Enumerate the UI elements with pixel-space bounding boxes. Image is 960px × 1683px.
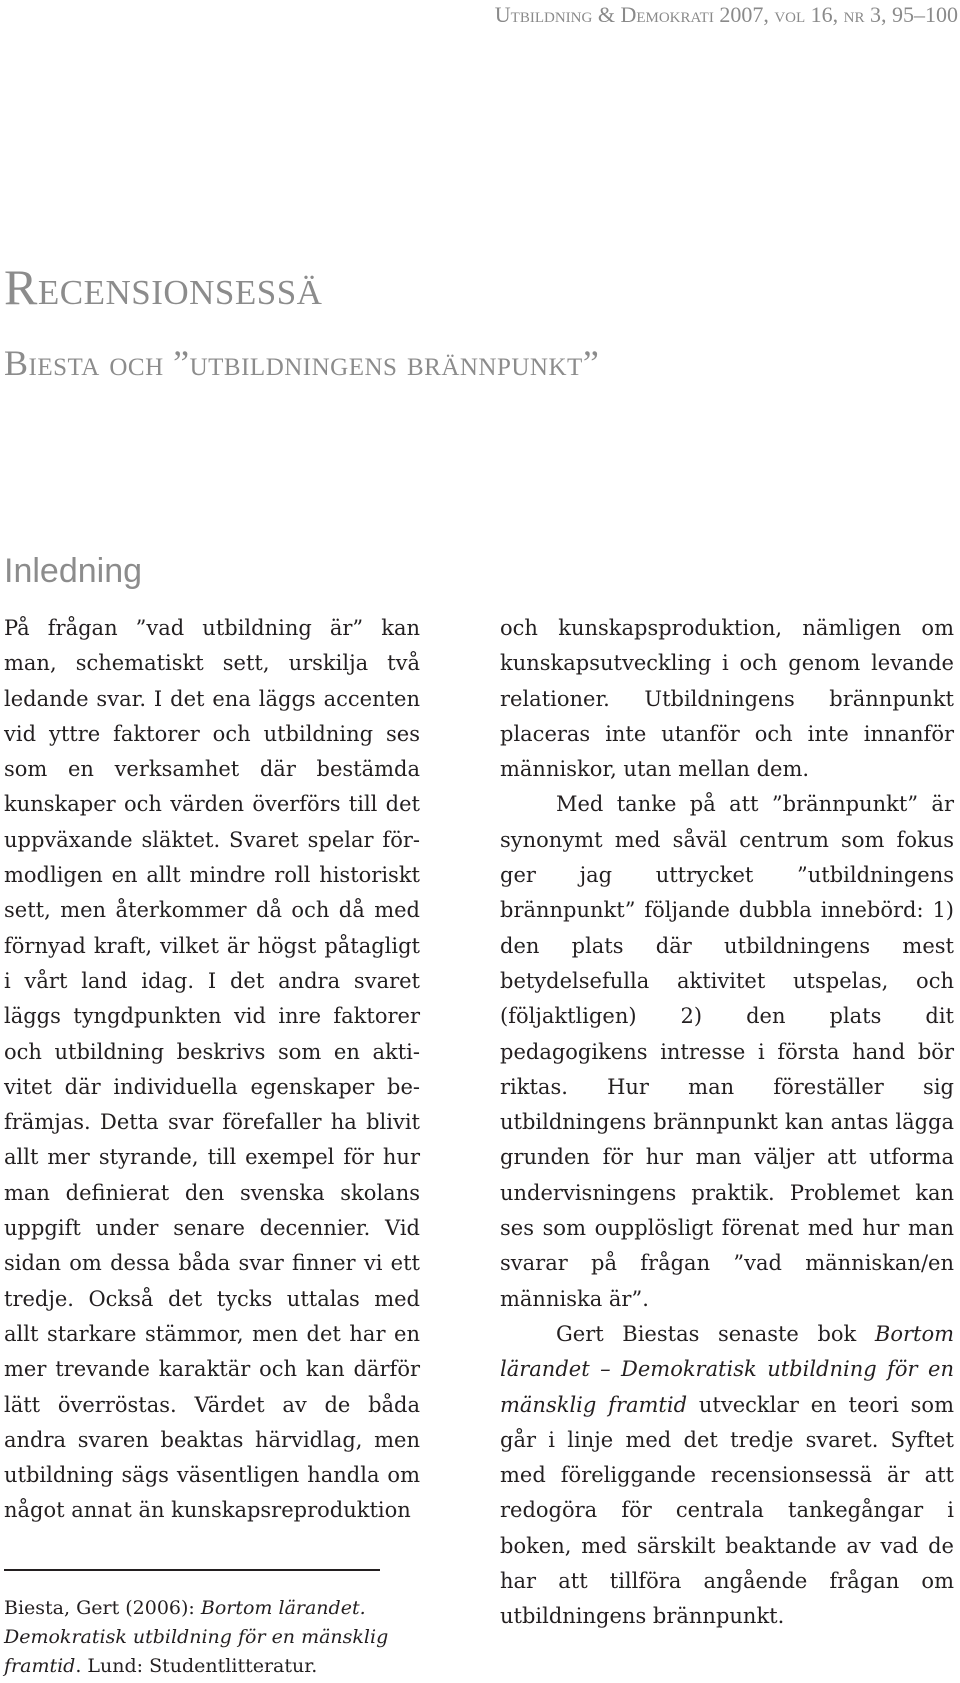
right-column-paragraph-3 [500, 1317, 954, 1635]
footnote-rule [4, 1569, 380, 1571]
footnote-book-title: Bortom lärandet. Demokratisk utbildning för en mänsklig framtid [4, 1597, 389, 1677]
paragraph-3-lead: Gert Biestas senaste bok [556, 1321, 875, 1346]
article-subtitle: Biesta och ”utbildningens brännpunkt” [4, 343, 600, 383]
right-column [500, 611, 954, 1635]
right-column-paragraph-2: Med tanke på att ”brännpunkt” är synonymt med såväl centrum som fokus ger jag uttrycket ”utbildningens brännpunkt” följande dubbla innebörd: 1) den plats där utbildningens mest betydelsefulla aktivitet utspelas, och (följaktligen) 2) den plats dit pedagogikens intresse i första hand bör riktas. Hur man föreställer sig utbildningens brännpunkt kan antas lägga grunden för hur man väljer att utforma undervisningens praktik. Problemet kan ses som oupplösligt förenat med hur man svarar på frågan ”vad människan/en människa är”. [500, 792, 954, 1311]
footnote-author: Biesta, Gert (2006): [4, 1597, 201, 1619]
left-column-paragraph: På frågan ”vad utbildning är” kan man, schematiskt sett, urskilja två ledande svar. I det ena läggs accenten vid yttre faktorer och utbildning ses som en verksamhet där bestämda kunskaper och värden överförs till det uppväxande släktet. Svaret spelar förmodligen en allt mindre roll historiskt sett, men återkommer då och då med förnyad kraft, vilket är högst påtagligt i vårt land idag. I det andra svaret läggs tyngdpunkten vid inre faktorer och utbildning beskrivs som en aktivitet där individuella egenskaper befrämjas. Detta svar förefaller ha blivit allt mer styrande, till exempel för hur man definierat den svenska skolans uppgift under senare decennier. Vid sidan om dessa båda svar finner vi ett tredje. Också det tycks uttalas med allt starkare stämmor, men det har en mer trevande karaktär och kan därför lätt överröstas. Värdet av de båda andra svaren beaktas härvidlag, men utbildning sägs väsentligen handla om något annat än kunskapsreproduktion [4, 616, 420, 1523]
paragraph-3-rest: utvecklar en teori som går i linje med det tredje svaret. Syftet med föreliggande recensionsessä är att redogöra för centrala tankegångar i boken, med särskilt beaktande av vad de har att tillföra angående frågan om utbildningens brännpunkt. [500, 1392, 954, 1629]
book-title-italic: Bortom lärandet – Demokratisk utbildning för en mänsklig framtid [500, 1321, 954, 1417]
article-title: Recensionsessä [4, 259, 323, 315]
right-column-paragraph-1: och kunskapsproduktion, nämligen om kunskapsutveckling i och genom levande relationer. Utbildningens brännpunkt placeras inte utanför och inte innanför människor, utan mellan dem. [500, 616, 954, 782]
running-head: Utbildning & Demokrati 2007, vol 16, nr 3, 95–100 [494, 2, 958, 27]
left-column [4, 611, 420, 1529]
footnote-publisher: . Lund: Studentlitteratur. [75, 1655, 318, 1677]
section-heading: Inledning [4, 552, 143, 590]
footnote [4, 1594, 420, 1681]
